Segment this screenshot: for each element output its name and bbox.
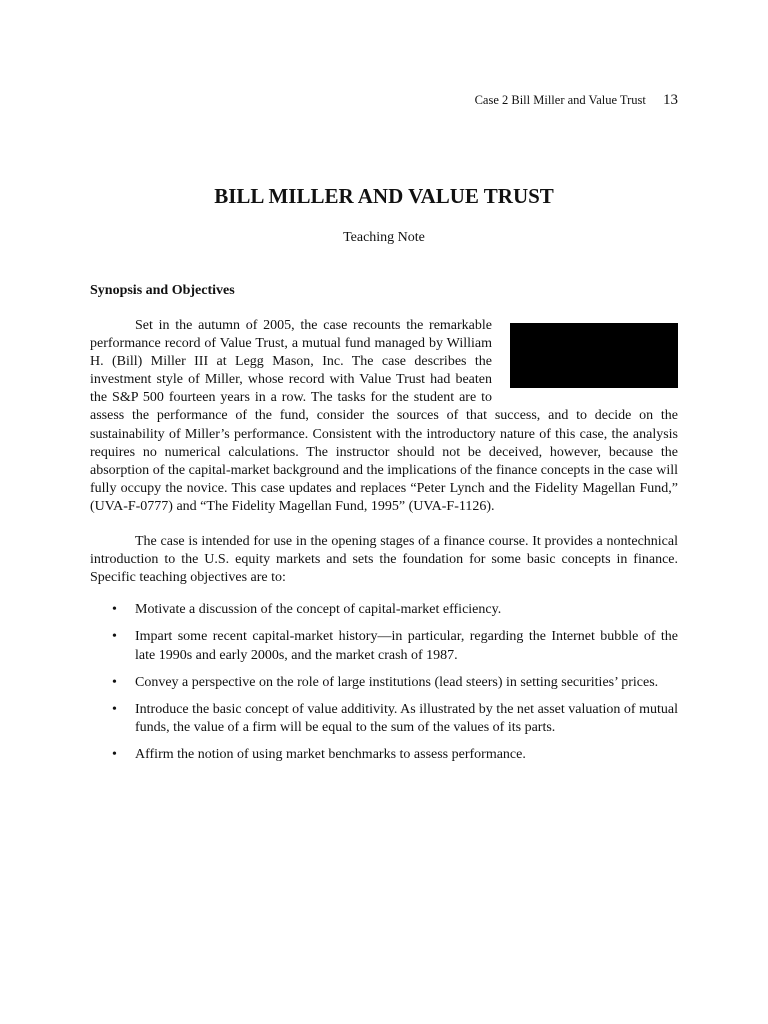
body-paragraph: The case is intended for use in the opening stages of a finance course. It provides a nontechnical introduction to the U.S. equity markets and sets the foundation for some basic concepts in finance. Specific teaching objectives are to: (90, 534, 678, 586)
list-item (90, 628, 678, 664)
body-paragraph: Set in the autumn of 2005, the case recounts the remarkable performance record of Value Trust, a mutual fund managed by William H. (Bill) Miller III at Legg Mason, Inc. The case describes the investment style of Miller, whose record with Value Trust had beaten the S&P 500 fourteen years in a row. The tasks for the student are to assess the performance of the fund, consider the sources of that success, and to decide on the sustainability of Miller’s performance. Consistent with the introductory nature of this case, the analysis requires no numerical calculations. The instructor should not be deceived, however, because the absorption of the capital-market background and the implications of the finance concepts in the case will fully occupy the novice. This case updates and replaces “Peter Lynch and the Fidelity Magellan Fund,” (UVA-F-0777) and “The Fidelity Magellan Fund, 1995” (UVA-F-1126). (90, 318, 678, 514)
list-item (90, 701, 678, 737)
page-number: 13 (663, 92, 678, 108)
list-item-text: Affirm the notion of using market benchmarks to assess performance. (135, 746, 526, 762)
running-header-case-title: Case 2 Bill Miller and Value Trust (474, 93, 646, 107)
list-item-text: Introduce the basic concept of value additivity. As illustrated by the net asset valuation of mutual funds, the value of a firm will be equal to the sum of the values of its parts. (135, 701, 678, 735)
list-item (90, 674, 678, 692)
document-body (90, 317, 678, 773)
list-item-text: Convey a perspective on the role of large institutions (lead steers) in setting securities’ prices. (135, 674, 659, 690)
bullet-icon: • (112, 629, 117, 645)
document-title: BILL MILLER AND VALUE TRUST (214, 184, 554, 208)
document-subtitle: Teaching Note (343, 230, 425, 245)
redacted-block (510, 323, 678, 388)
list-item (90, 746, 678, 764)
objectives-list (90, 601, 678, 764)
list-item-text: Motivate a discussion of the concept of capital-market efficiency. (135, 602, 502, 618)
section-heading: Synopsis and Objectives (90, 283, 235, 298)
running-header (90, 92, 678, 109)
bullet-icon: • (112, 746, 117, 762)
list-item (90, 601, 678, 619)
list-item-text: Impart some recent capital-market history—in particular, regarding the Internet bubble of the late 1990s and early 2000s, and the market crash of 1987. (135, 629, 678, 663)
bullet-icon: • (112, 602, 117, 618)
bullet-icon: • (112, 674, 117, 690)
bullet-icon: • (112, 701, 117, 717)
